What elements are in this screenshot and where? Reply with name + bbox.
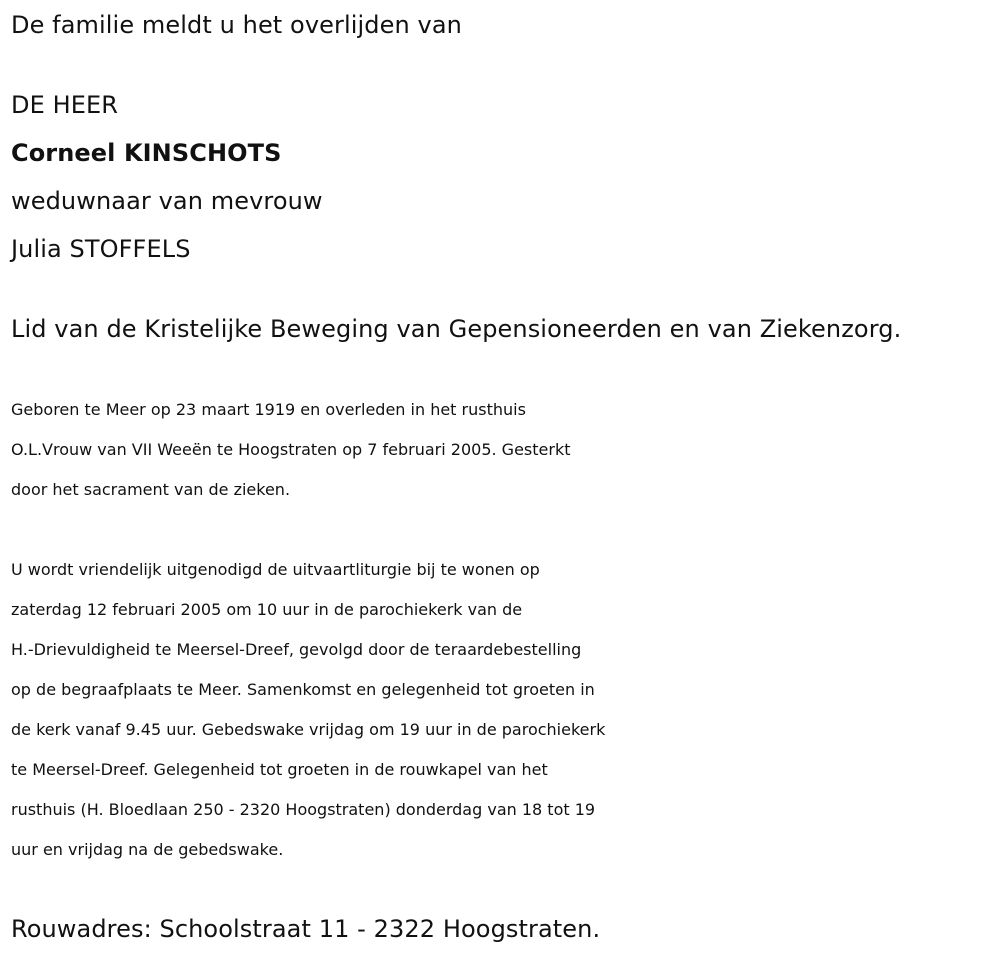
invitation-paragraph — [11, 550, 996, 870]
invitation-line: zaterdag 12 februari 2005 om 10 uur in de parochiekerk van de — [11, 600, 523, 619]
birth-death-paragraph — [11, 390, 996, 510]
birth-line: O.L.Vrouw van VII Weeën te Hoogstraten op 7 februari 2005. Gesterkt — [11, 440, 571, 459]
invitation-line: de kerk vanaf 9.45 uur. Gebedswake vrijdag om 19 uur in de parochiekerk — [11, 720, 606, 739]
invitation-line: op de begraafplaats te Meer. Samenkomst en gelegenheid tot groeten in — [11, 680, 595, 699]
birth-line: door het sacrament van de zieken. — [11, 480, 291, 499]
invitation-line: U wordt vriendelijk uitgenodigd de uitvaartliturgie bij te wonen op — [11, 560, 540, 579]
invitation-line: rusthuis (H. Bloedlaan 250 - 2320 Hoogstraten) donderdag van 18 tot 19 — [11, 800, 596, 819]
membership-text: Lid van de Kristelijke Beweging van Gepensioneerden en van Ziekenzorg. — [11, 315, 902, 343]
invitation-line: H.-Drievuldigheid te Meersel-Dreef, gevolgd door de teraardebestelling — [11, 640, 582, 659]
invitation-line: uur en vrijdag na de gebedswake. — [11, 840, 284, 859]
deceased-name: Corneel KINSCHOTS — [11, 139, 282, 167]
honorific-title: DE HEER — [11, 91, 119, 119]
mourning-address: Rouwadres: Schoolstraat 11 - 2322 Hoogstraten. — [11, 915, 601, 943]
birth-line: Geboren te Meer op 23 maart 1919 en overleden in het rusthuis — [11, 400, 526, 419]
invitation-line: te Meersel-Dreef. Gelegenheid tot groeten in de rouwkapel van het — [11, 760, 548, 779]
spouse-name: Julia STOFFELS — [11, 235, 191, 263]
intro-text: De familie meldt u het overlijden van — [11, 11, 462, 39]
widower-text: weduwnaar van mevrouw — [11, 187, 323, 215]
